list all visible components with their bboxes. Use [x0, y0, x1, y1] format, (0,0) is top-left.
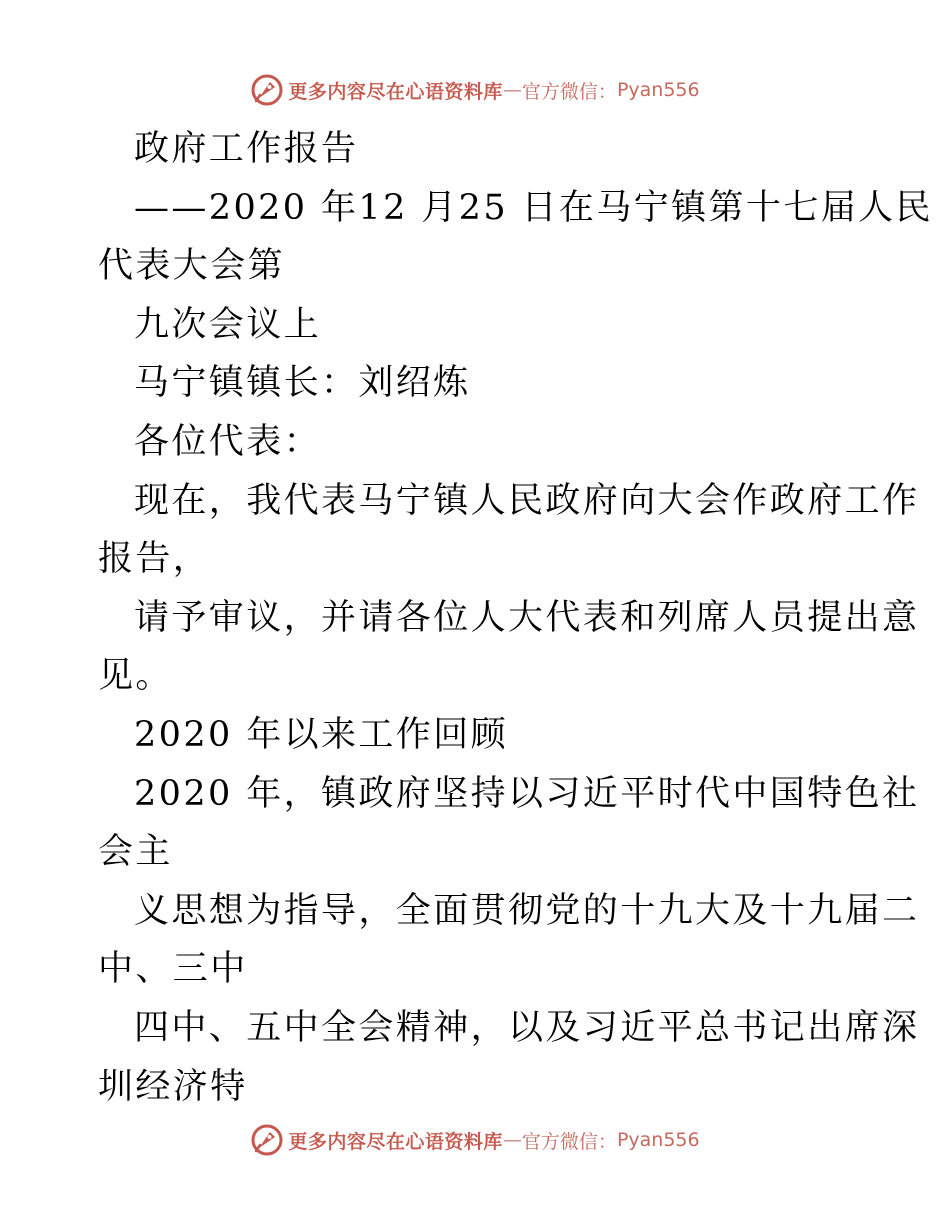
footer-banner: [0, 1120, 950, 1160]
document-line: 现在，我代表马宁镇人民政府向大会作政府工作: [134, 480, 920, 521]
header-contact-label: 官方微信：: [521, 80, 617, 103]
footer-separator: —: [502, 1129, 522, 1151]
document-title: 政府工作报告: [134, 129, 359, 169]
header-site-text: 更多内容尽在心语资料库: [288, 80, 503, 103]
document-line: 请予审议，并请各位人大代表和列席人员提出意: [134, 597, 920, 638]
document-line: 各位代表：: [134, 421, 322, 462]
document-line: 马宁镇镇长：刘绍炼: [134, 363, 471, 404]
document-line: 四中、五中全会精神，以及习近平总书记出席深: [134, 1007, 920, 1048]
footer-contact-handle: Pyan556: [616, 1129, 700, 1151]
footer-site-text: 更多内容尽在心语资料库: [288, 1130, 503, 1153]
footer-contact-label: 官方微信：: [521, 1130, 617, 1153]
document-line: 见。: [98, 656, 173, 697]
header-separator: —: [502, 79, 522, 101]
document-line: 2020 年，镇政府坚持以习近平时代中国特色社: [134, 773, 920, 814]
document-body: [98, 120, 933, 1116]
pen-nib-logo-icon: [250, 73, 284, 107]
header-banner: [0, 70, 950, 110]
document-line: 会主: [98, 832, 173, 873]
document-line: 中、三中: [98, 949, 248, 990]
section-heading: 2020 年以来工作回顾: [134, 714, 508, 755]
document-line: ——2020 年12 月25 日在马宁镇第十七届人民: [134, 187, 933, 228]
document-line: 义思想为指导，全面贯彻党的十九大及十九届二: [134, 890, 920, 931]
header-contact-handle: Pyan556: [616, 79, 700, 101]
document-line: 代表大会第: [98, 246, 286, 287]
document-line: 九次会议上: [134, 304, 322, 345]
pen-nib-logo-icon: [250, 1123, 284, 1157]
document-line: 报告，: [98, 539, 211, 580]
document-line: 圳经济特: [98, 1066, 248, 1107]
